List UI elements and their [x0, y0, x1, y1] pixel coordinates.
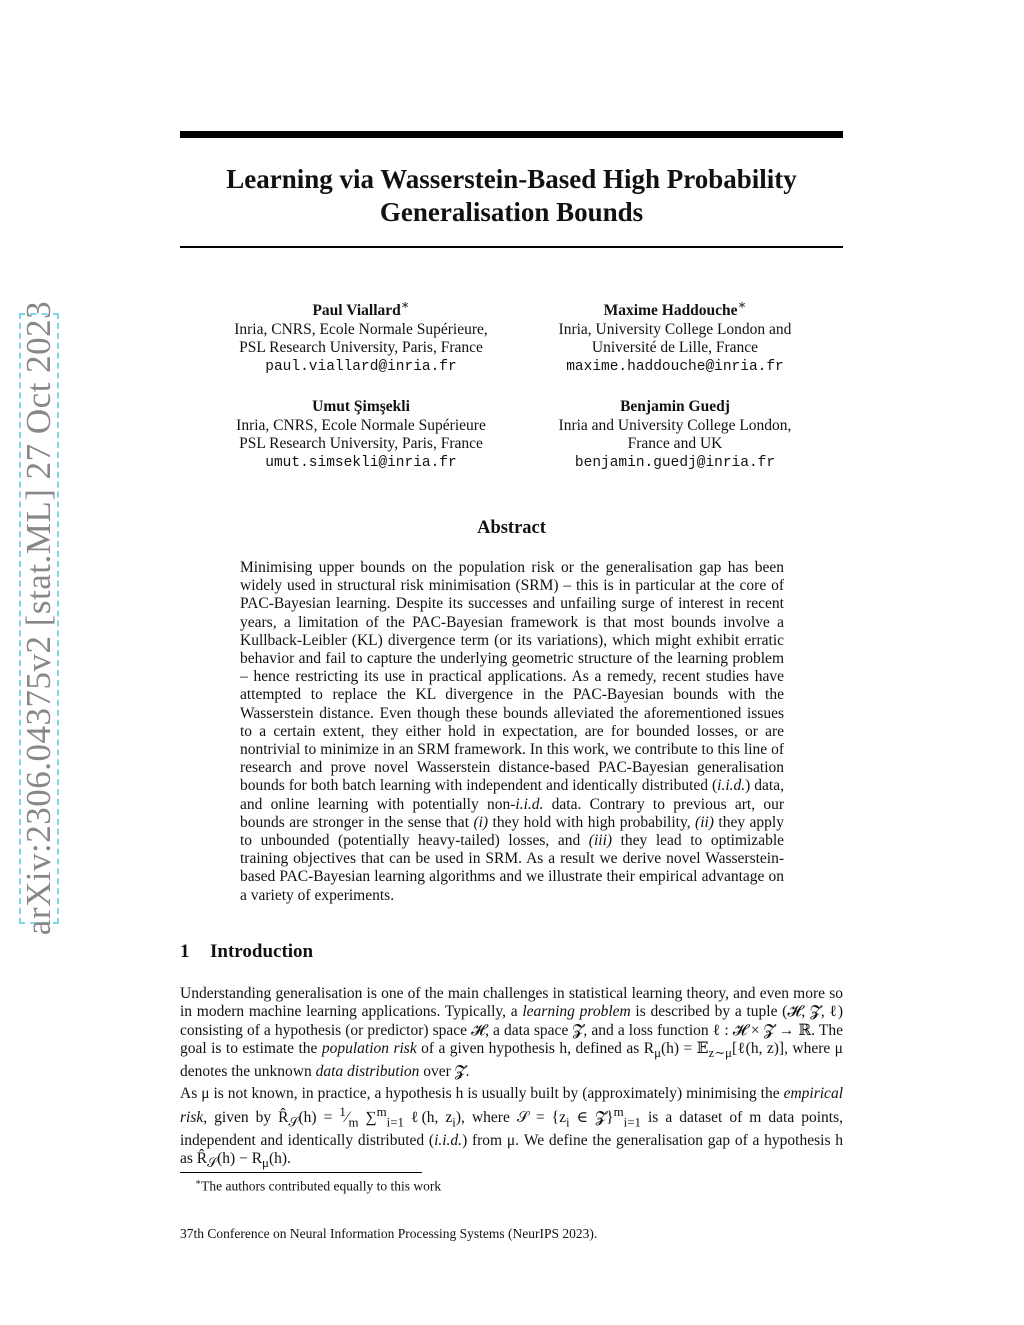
author-name: Benjamin Guedj — [620, 398, 730, 415]
intro-paragraph: Understanding generalisation is one of the main challenges in statistical learning theory, and even more so in modern machine learning applications. Typically, a learning problem is described by a tuple (𝓗, 𝓩, ℓ) consisting of a hypothesis (or predictor) space 𝓗, a data space 𝓩, and a loss function ℓ : 𝓗 × 𝓩 → ℝ. The goal is to estimate the population risk of a given hypothesis h, defined as $R_\mu(h)$ = 𝔼$_{z\sim\mu}$[ℓ(h, z)], where μ denotes the unknown data distribution over 𝓩. — [180, 985, 843, 1080]
title-line-2: Generalisation Bounds — [379, 197, 644, 227]
author-email[interactable]: paul.viallard@inria.fr — [265, 358, 457, 375]
author-affiliation: Inria, CNRS, Ecole Normale Supérieure — [236, 416, 486, 434]
author-email[interactable]: maxime.haddouche@inria.fr — [566, 358, 784, 375]
author-affiliation: France and UK — [627, 435, 723, 452]
author-affiliation: Inria, CNRS, Ecole Normale Supérieure, — [234, 320, 488, 338]
footnote-rule — [180, 1172, 422, 1173]
author-affiliation: Inria and University College London, — [558, 416, 792, 434]
author-block — [510, 398, 840, 472]
author-block — [510, 296, 840, 376]
author-affiliation: Inria, University College London and — [558, 320, 792, 338]
author-affiliation: PSL Research University, Paris, France — [239, 339, 483, 357]
abstract-text: Minimising upper bounds on the population risk or the generalisation gap has been widely used in structural risk minimisation (SRM) – this is in particular at the core of PAC-Bayesian learning. Despite its successes and unfailing surge of interest in recent years, a limitation of the PAC-Bayesian framework is that most bounds involve a Kullback-Leibler (KL) divergence term (or its variations), which might exhibit erratic behavior and fail to capture the underlying geometric structure of the learning problem – hence restricting its use in practical applications. As a remedy, recent studies have attempted to replace the KL divergence in the PAC-Bayesian bounds with the Wasserstein distance. Even though these bounds alleviated the aforementioned issues to a certain extent, they either hold in expectation, are for bounded losses, or are nontrivial to minimize in an SRM framework. In this work, we contribute to this line of research and prove novel Wasserstein distance-based PAC-Bayesian generalisation bounds for both batch learning with independent and identically distributed (i.i.d.) data, and online learning with potentially non-i.i.d. data. Contrary to previous art, our bounds are stronger in the sense that (i) they hold with high probability, (ii) they apply to unbounded (potentially heavy-tailed) losses, and (iii) they lead to optimizable training objectives that can be used in SRM. As a result we derive novel Wasserstein-based PAC-Bayesian learning algorithms and we illustrate their empirical advantage on a variety of experiments. — [240, 559, 785, 904]
section-number: 1 — [180, 941, 190, 962]
author-block — [196, 398, 526, 472]
section-heading — [180, 941, 313, 963]
venue-line: 37th Conference on Neural Information Processing Systems (NeurIPS 2023). — [180, 1226, 598, 1241]
title-top-rule — [180, 131, 843, 138]
footnote: ∗The authors contributed equally to this work — [195, 1177, 442, 1194]
intro-paragraph: As μ is not known, in practice, a hypothesis h is usually built by (approximately) minimising the empirical risk, given by $R̂_𝒮(h)$ = $^1⁄_m$ ∑$^m_{i=1}$ ℓ(h, $z_i$), where 𝒮 = {$z_i$ ∈ 𝓩}$^m_{i=1}$ is a dataset of m data points, independent and identically distributed (i.i.d.) from μ. We define the generalisation gap of a hypothesis h as $R̂_𝒮(h) - R_\mu(h)$. — [180, 1085, 844, 1171]
abstract-heading: Abstract — [477, 518, 546, 538]
author-name: Maxime Haddouche∗ — [603, 297, 747, 320]
author-block — [196, 296, 526, 376]
author-name: Umut Şimşekli — [312, 398, 410, 415]
author-name: Paul Viallard∗ — [312, 297, 410, 320]
author-affiliation: Université de Lille, France — [591, 339, 759, 357]
section-title: Introduction — [210, 941, 314, 962]
title-line-1: Learning via Wasserstein-Based High Probability — [226, 164, 797, 194]
author-email[interactable]: benjamin.guedj@inria.fr — [574, 454, 776, 471]
author-email[interactable]: umut.simsekli@inria.fr — [265, 454, 457, 471]
author-affiliation: PSL Research University, Paris, France — [239, 435, 483, 452]
title-bottom-rule — [180, 246, 843, 248]
arxiv-stamp[interactable]: arXiv:2306.04375v2 [stat.ML] 27 Oct 2023 — [19, 300, 58, 936]
paper-title — [180, 163, 843, 229]
